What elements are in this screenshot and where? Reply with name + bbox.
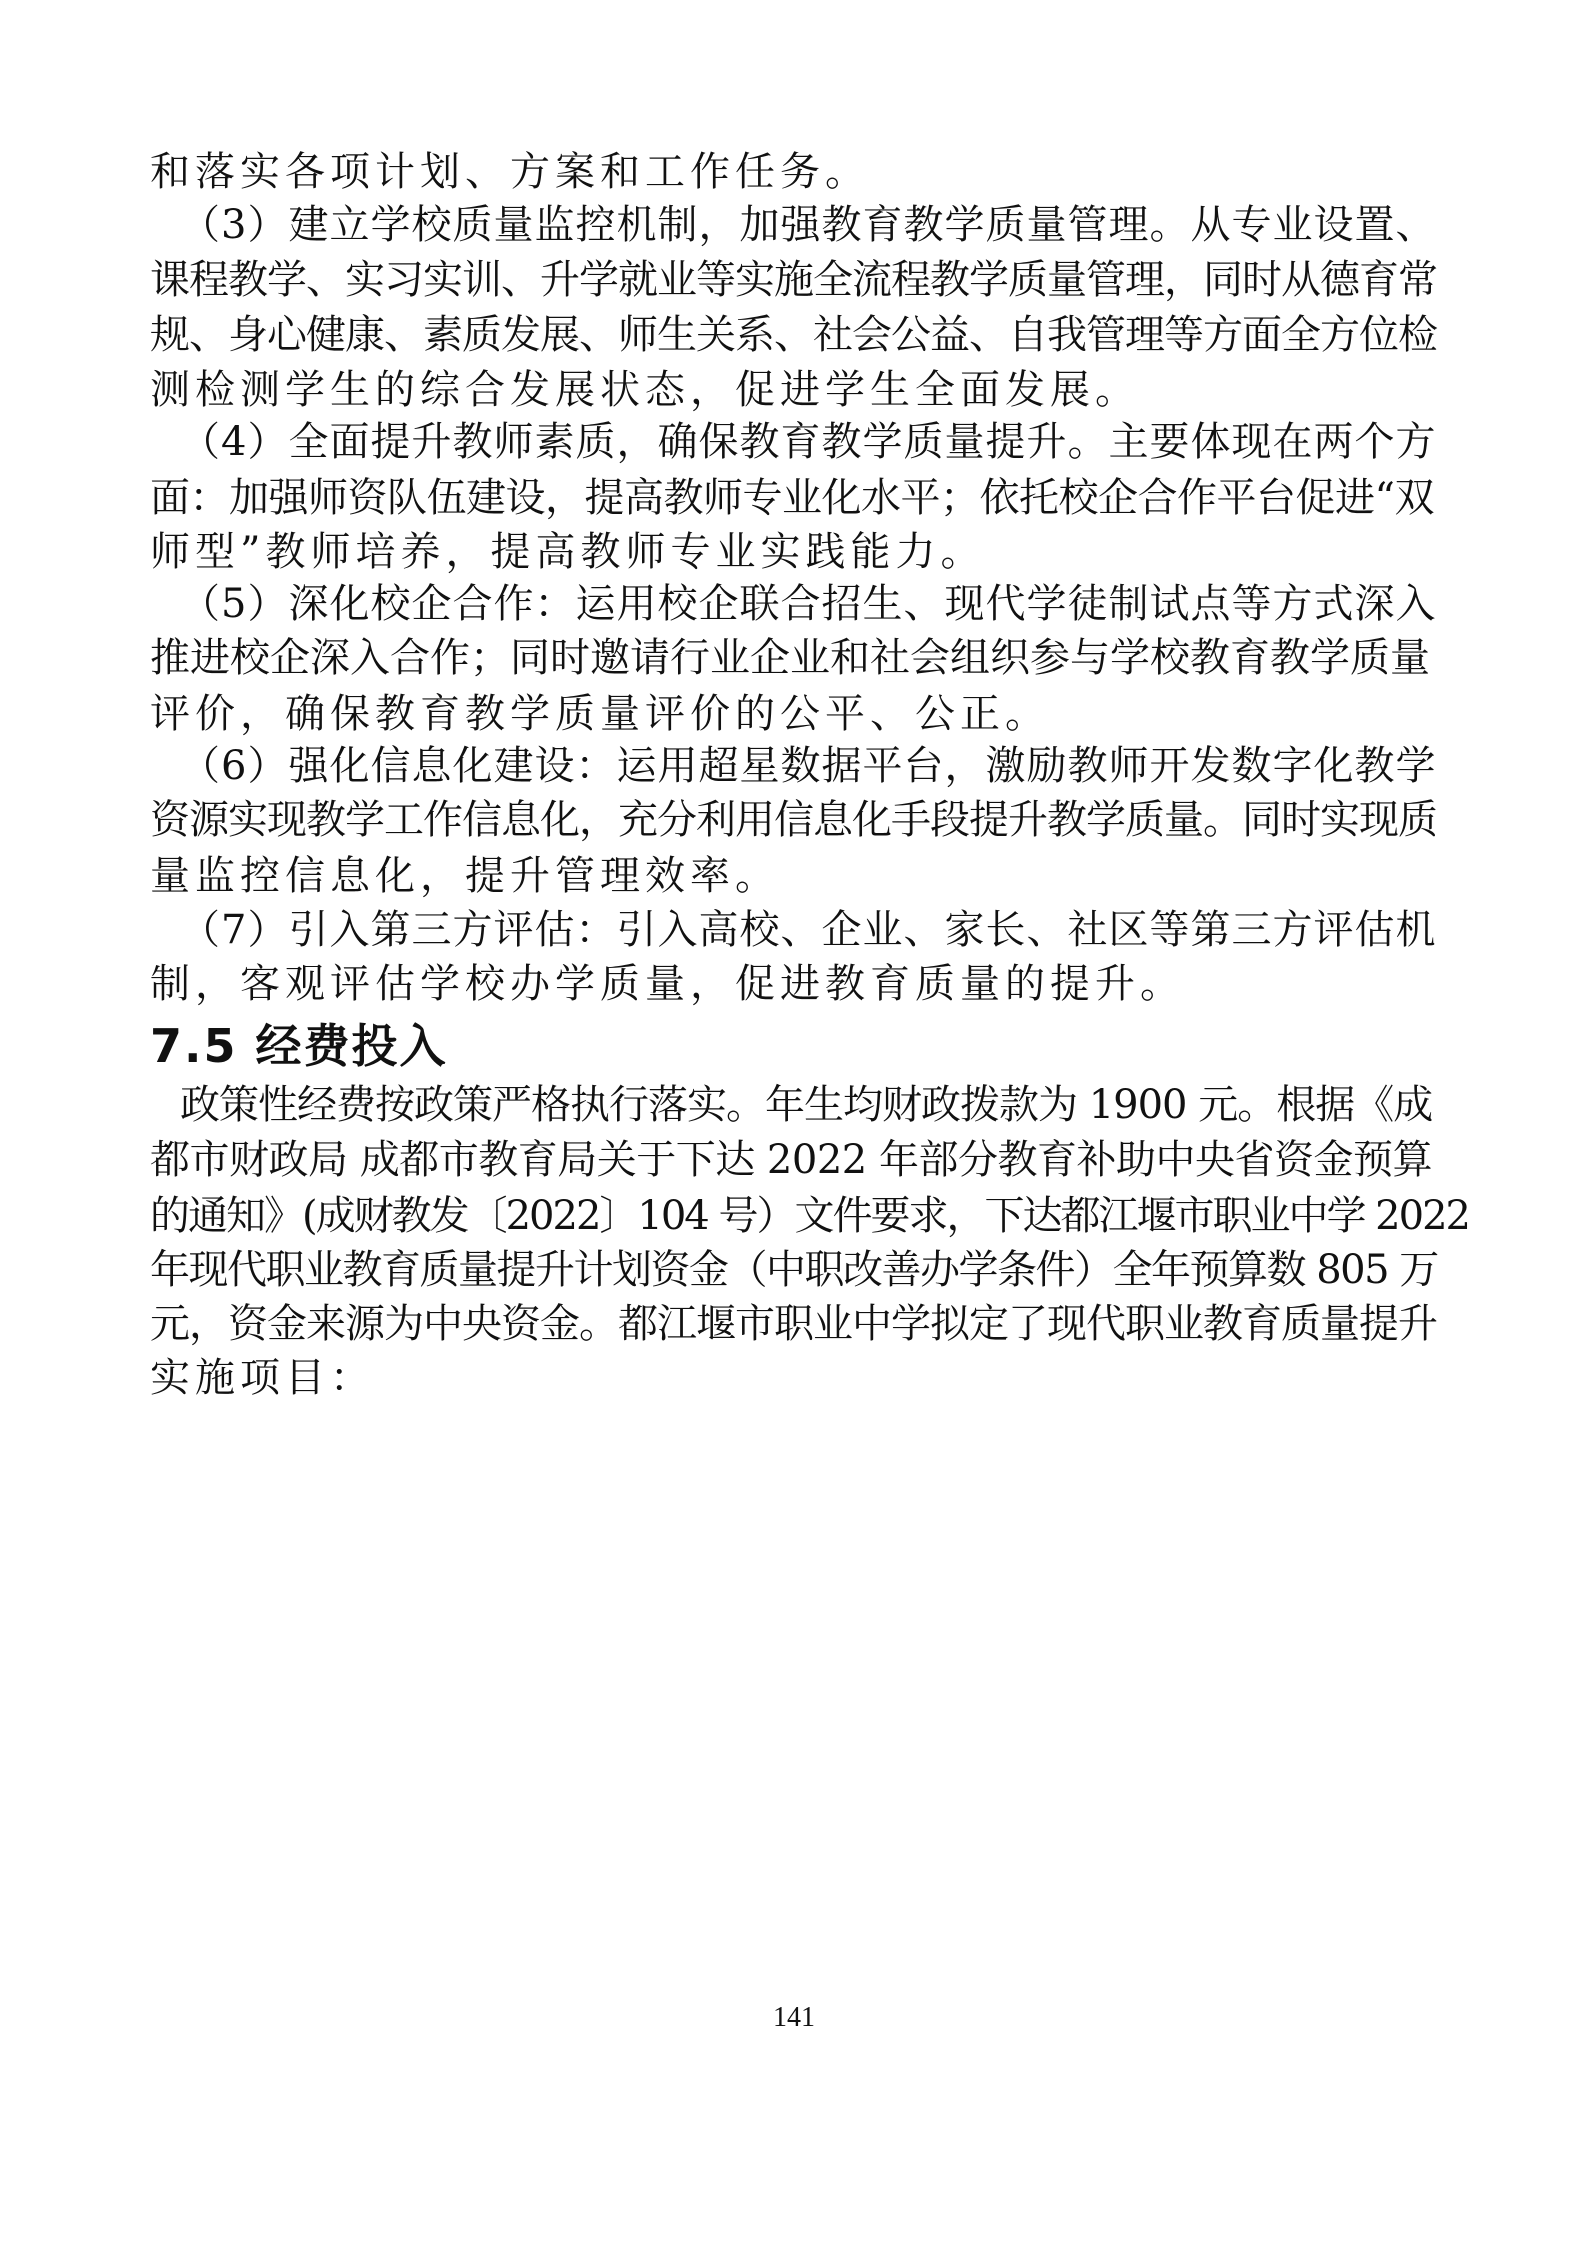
paragraph-line: 元，资金来源为中央资金。都江堰市职业中学拟定了现代职业教育质量提升	[150, 1301, 1437, 1347]
paragraph-line: 政策性经费按政策严格执行落实。年生均财政拨款为 1900 元。根据《成	[180, 1082, 1433, 1128]
section-heading: 7.5 经费投入	[150, 1019, 448, 1073]
paragraph-line: 推进校企深入合作；同时邀请行业企业和社会组织参与学校教育教学质量	[150, 635, 1430, 681]
paragraph-line: （4）全面提升教师素质，确保教育教学质量提升。主要体现在两个方	[180, 419, 1437, 465]
paragraph-line: （7）引入第三方评估：引入高校、企业、家长、社区等第三方评估机	[180, 907, 1437, 953]
paragraph-line: 的通知》(成财教发〔2022〕104 号）文件要求，下达都江堰市职业中学 2022	[150, 1193, 1469, 1239]
paragraph-line: 和落实各项计划、方案和工作任务。	[150, 149, 870, 195]
paragraph-line: 测检测学生的综合发展状态，促进学生全面发展。	[150, 367, 1140, 413]
paragraph-line: 都市财政局 成都市教育局关于下达 2022 年部分教育补助中央省资金预算	[150, 1137, 1432, 1183]
paragraph-line: 评价，确保教育教学质量评价的公平、公正。	[150, 691, 1050, 737]
paragraph-line: 师型”教师培养，提高教师专业实践能力。	[150, 529, 986, 575]
paragraph-line: 面：加强师资队伍建设，提高教师专业化水平；依托校企合作平台促进“双	[150, 475, 1434, 521]
paragraph-line: （5）深化校企合作：运用校企联合招生、现代学徒制试点等方式深入	[180, 581, 1437, 627]
paragraph-line: （3）建立学校质量监控机制，加强教育教学质量管理。从专业设置、	[180, 202, 1437, 248]
paragraph-line: 实施项目：	[150, 1355, 375, 1401]
paragraph-line: 资源实现教学工作信息化，充分利用信息化手段提升教学质量。同时实现质	[150, 797, 1437, 843]
paragraph-line: 量监控信息化，提升管理效率。	[150, 853, 780, 899]
paragraph-line: 年现代职业教育质量提升计划资金（中职改善办学条件）全年预算数 805 万	[150, 1247, 1438, 1293]
paragraph-line: 制，客观评估学校办学质量，促进教育质量的提升。	[150, 961, 1185, 1007]
page-number: 141	[773, 2002, 815, 2033]
paragraph-line: 规、身心健康、素质发展、师生关系、社会公益、自我管理等方面全方位检	[150, 312, 1437, 358]
paragraph-line: （6）强化信息化建设：运用超星数据平台，激励教师开发数字化教学	[180, 743, 1437, 789]
paragraph-line: 课程教学、实习实训、升学就业等实施全流程教学质量管理，同时从德育常	[150, 257, 1437, 303]
